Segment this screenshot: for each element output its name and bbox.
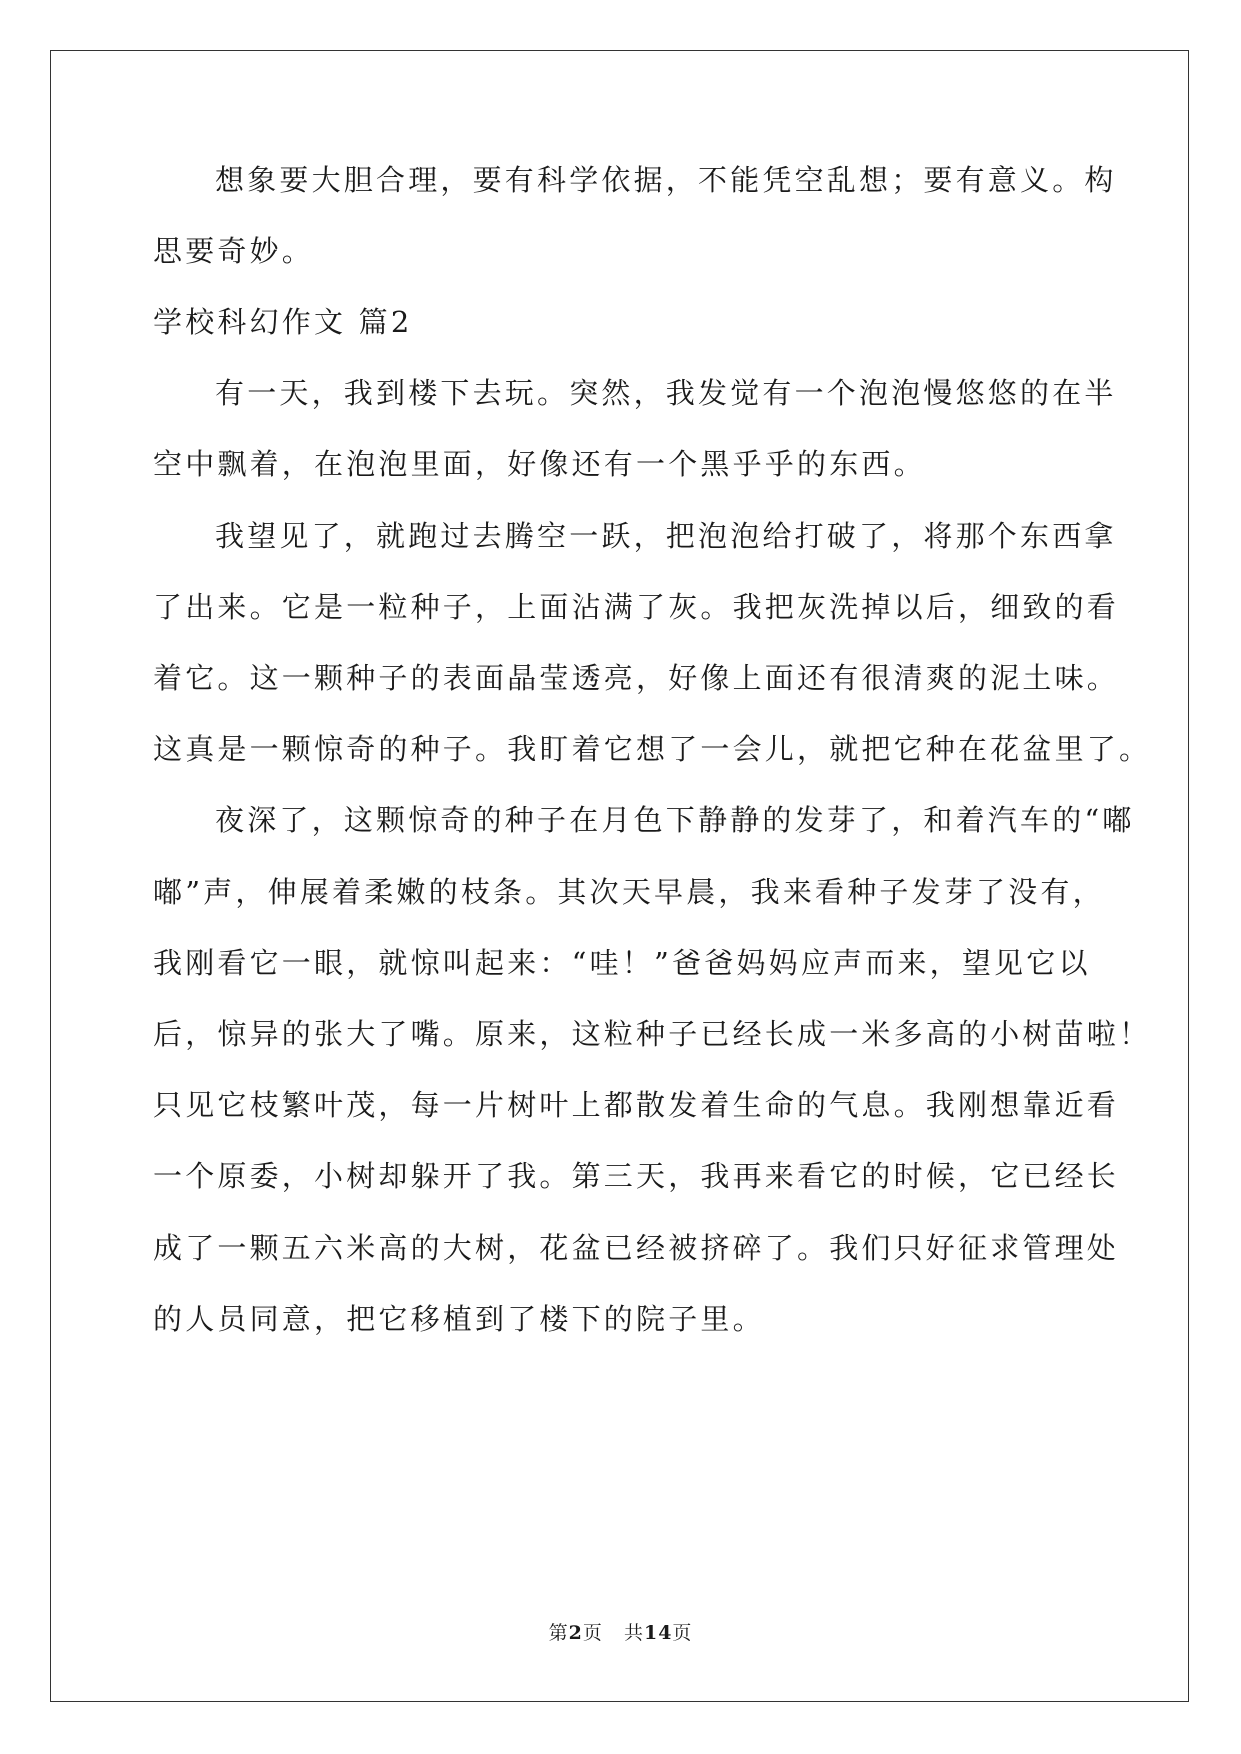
paragraph-line: 这真是一颗惊奇的种子。我盯着它想了一会儿，就把它种在花盆里了。 [153,732,1152,766]
footer-total-unit: 页 [672,1622,693,1644]
paragraph-line: 我望见了，就跑过去腾空一跃，把泡泡给打破了，将那个东西拿 [215,519,1117,553]
paragraph-line: 嘟”声，伸展着柔嫩的枝条。其次天早晨，我来看种子发芽了没有， [153,875,1105,909]
paragraph-line: 一个原委，小树却躲开了我。第三天，我再来看它的时候，它已经长 [153,1159,1120,1193]
paragraph-line: 思要奇妙。 [153,234,315,268]
paragraph-line: 空中飘着，在泡泡里面，好像还有一个黑乎乎的东西。 [153,447,926,481]
paragraph-line: 着它。这一颗种子的表面晶莹透亮，好像上面还有很清爽的泥土味。 [153,661,1120,695]
footer-page-number: 2 [568,1622,583,1644]
footer-page-unit: 页 [582,1622,603,1644]
footer-total-pages: 14 [643,1622,673,1644]
paragraph-line: 的人员同意，把它移植到了楼下的院子里。 [153,1302,765,1336]
paragraph-line: 只见它枝繁叶茂，每一片树叶上都散发着生命的气息。我刚想靠近看 [153,1088,1120,1122]
paragraph-line: 了出来。它是一粒种子，上面沾满了灰。我把灰洗掉以后，细致的看 [153,590,1120,624]
paragraph-line: 夜深了，这颗惊奇的种子在月色下静静的发芽了，和着汽车的“嘟 [215,803,1135,837]
paragraph-line: 想象要大胆合理，要有科学依据，不能凭空乱想；要有意义。构 [215,163,1117,197]
paragraph-line: 有一天，我到楼下去玩。突然，我发觉有一个泡泡慢悠悠的在半 [215,376,1117,410]
page-footer [0,1618,1241,1645]
paragraph-line: 后，惊异的张大了嘴。原来，这粒种子已经长成一米多高的小树苗啦！ [153,1017,1152,1051]
paragraph-line: 我刚看它一眼，就惊叫起来：“哇！”爸爸妈妈应声而来，望见它以 [153,946,1091,980]
paragraph-line: 成了一颗五六米高的大树，花盆已经被挤碎了。我们只好征求管理处 [153,1231,1120,1265]
section-heading: 学校科幻作文 篇2 [153,305,413,339]
footer-prefix: 第 [548,1622,569,1644]
footer-total-prefix: 共 [623,1622,644,1644]
